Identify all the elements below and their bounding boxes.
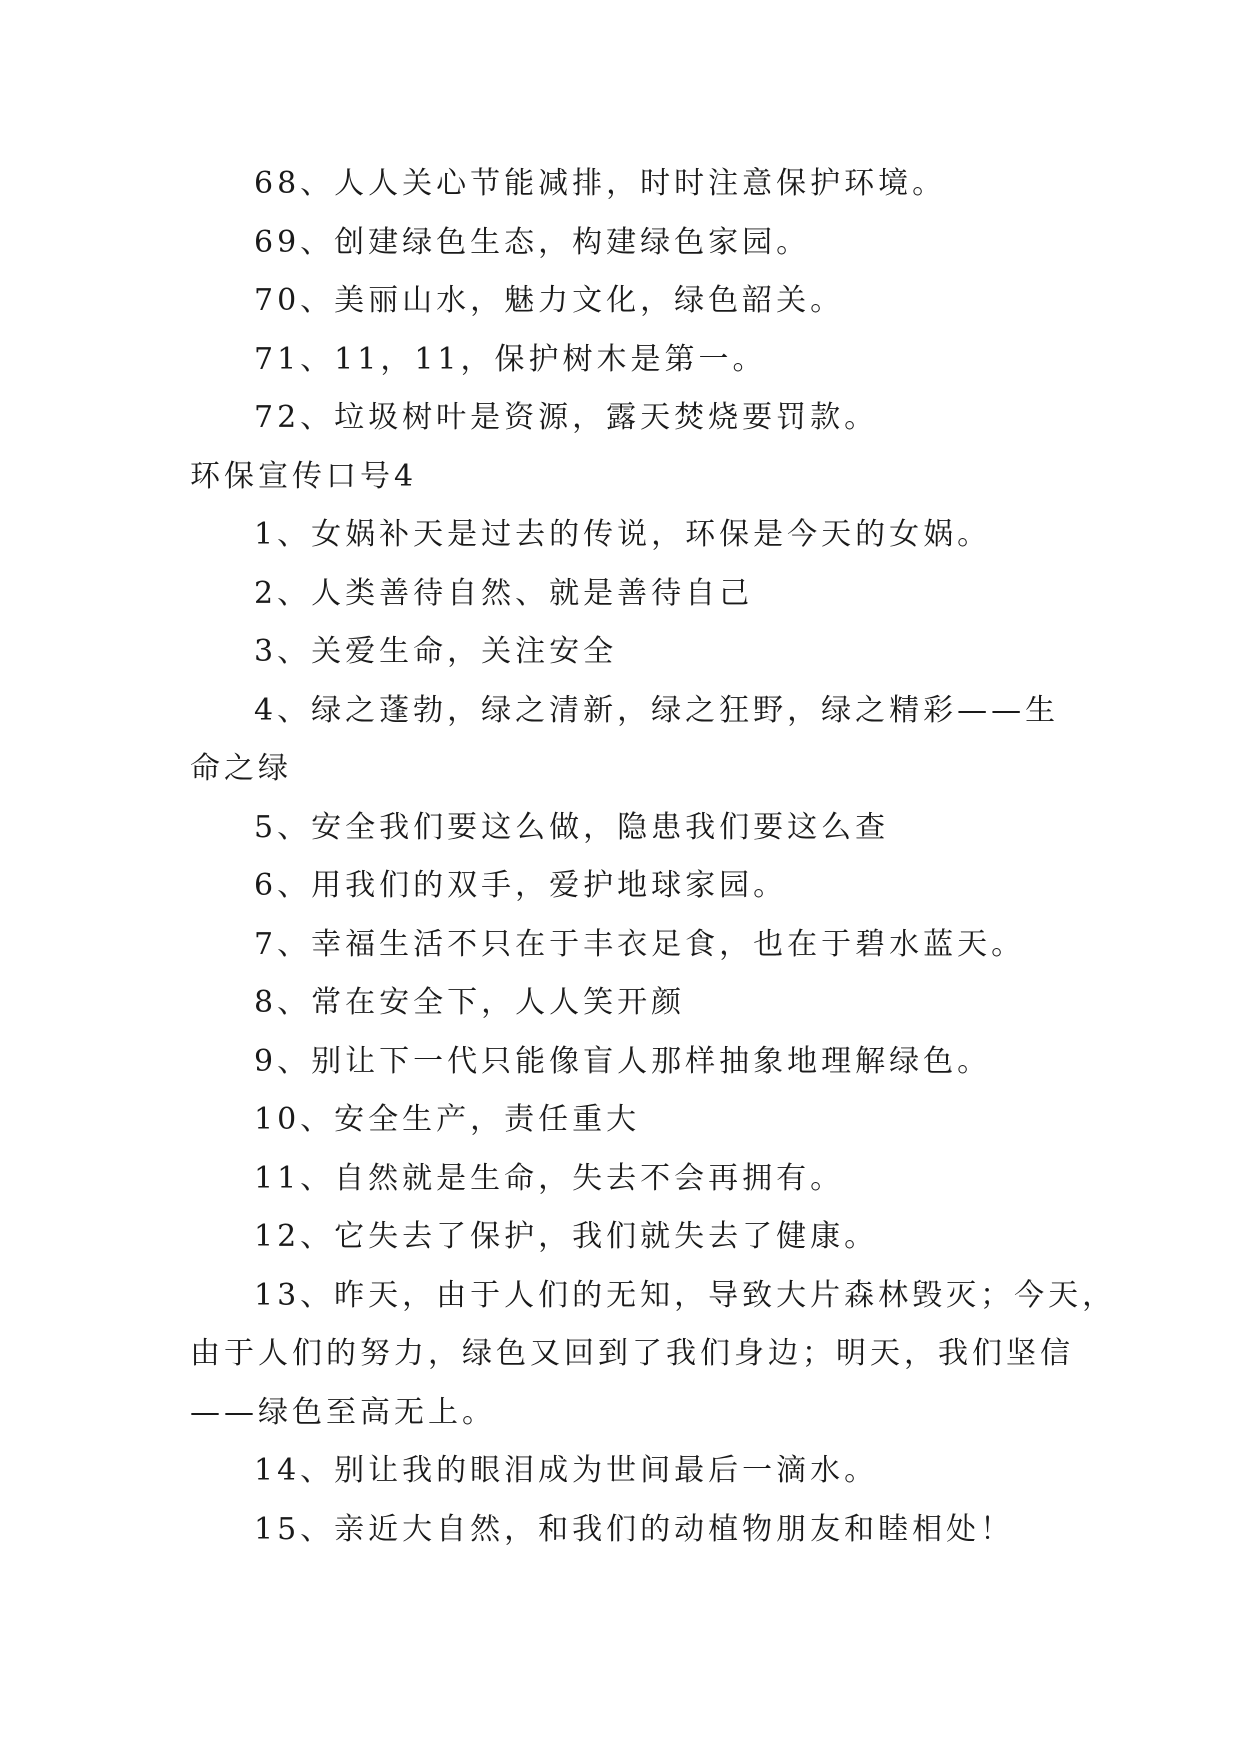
slogan-line-continuation: 命之绿	[190, 751, 292, 786]
slogan-line: 70、美丽山水，魅力文化，绿色韶关。	[254, 283, 845, 318]
slogan-line: 69、创建绿色生态，构建绿色家园。	[254, 224, 811, 260]
slogan-line: 72、垃圾树叶是资源，露天焚烧要罚款。	[254, 400, 879, 435]
slogan-line: 12、它失去了保护，我们就失去了健康。	[254, 1219, 879, 1254]
slogan-line: 6、用我们的双手，爱护地球家园。	[254, 868, 788, 903]
document-body	[190, 155, 1117, 1559]
slogan-line: 7、幸福生活不只在于丰衣足食，也在于碧水蓝天。	[254, 926, 1026, 962]
slogan-line: 68、人人关心节能减排，时时注意保护环境。	[254, 166, 947, 201]
slogan-line: 15、亲近大自然，和我们的动植物朋友和睦相处！	[254, 1511, 1015, 1547]
slogan-line: 71、11，11，保护树木是第一。	[254, 341, 767, 377]
slogan-line-continuation: 由于人们的努力，绿色又回到了我们身边；明天，我们坚信	[190, 1336, 1074, 1371]
slogan-line: 5、安全我们要这么做，隐患我们要这么查	[254, 809, 890, 845]
slogan-line: 10、安全生产，责任重大	[254, 1102, 641, 1137]
slogan-line: 8、常在安全下，人人笑开颜	[254, 985, 686, 1020]
slogan-line-continuation: ——绿色至高无上。	[190, 1394, 496, 1430]
slogan-line: 13、昨天，由于人们的无知，导致大片森林毁灭；今天，	[254, 1277, 1117, 1313]
slogan-line: 2、人类善待自然、就是善待自己	[254, 575, 754, 611]
slogan-line: 9、别让下一代只能像盲人那样抽象地理解绿色。	[254, 1043, 992, 1079]
slogan-line: 1、女娲补天是过去的传说，环保是今天的女娲。	[254, 517, 992, 552]
slogan-line: 3、关爱生命，关注安全	[254, 634, 618, 669]
slogan-line: 14、别让我的眼泪成为世间最后一滴水。	[254, 1453, 879, 1488]
slogan-line: 4、绿之蓬勃，绿之清新，绿之狂野，绿之精彩——生	[254, 692, 1060, 728]
slogan-line: 11、自然就是生命，失去不会再拥有。	[254, 1160, 845, 1196]
section-title: 环保宣传口号4	[190, 458, 418, 494]
